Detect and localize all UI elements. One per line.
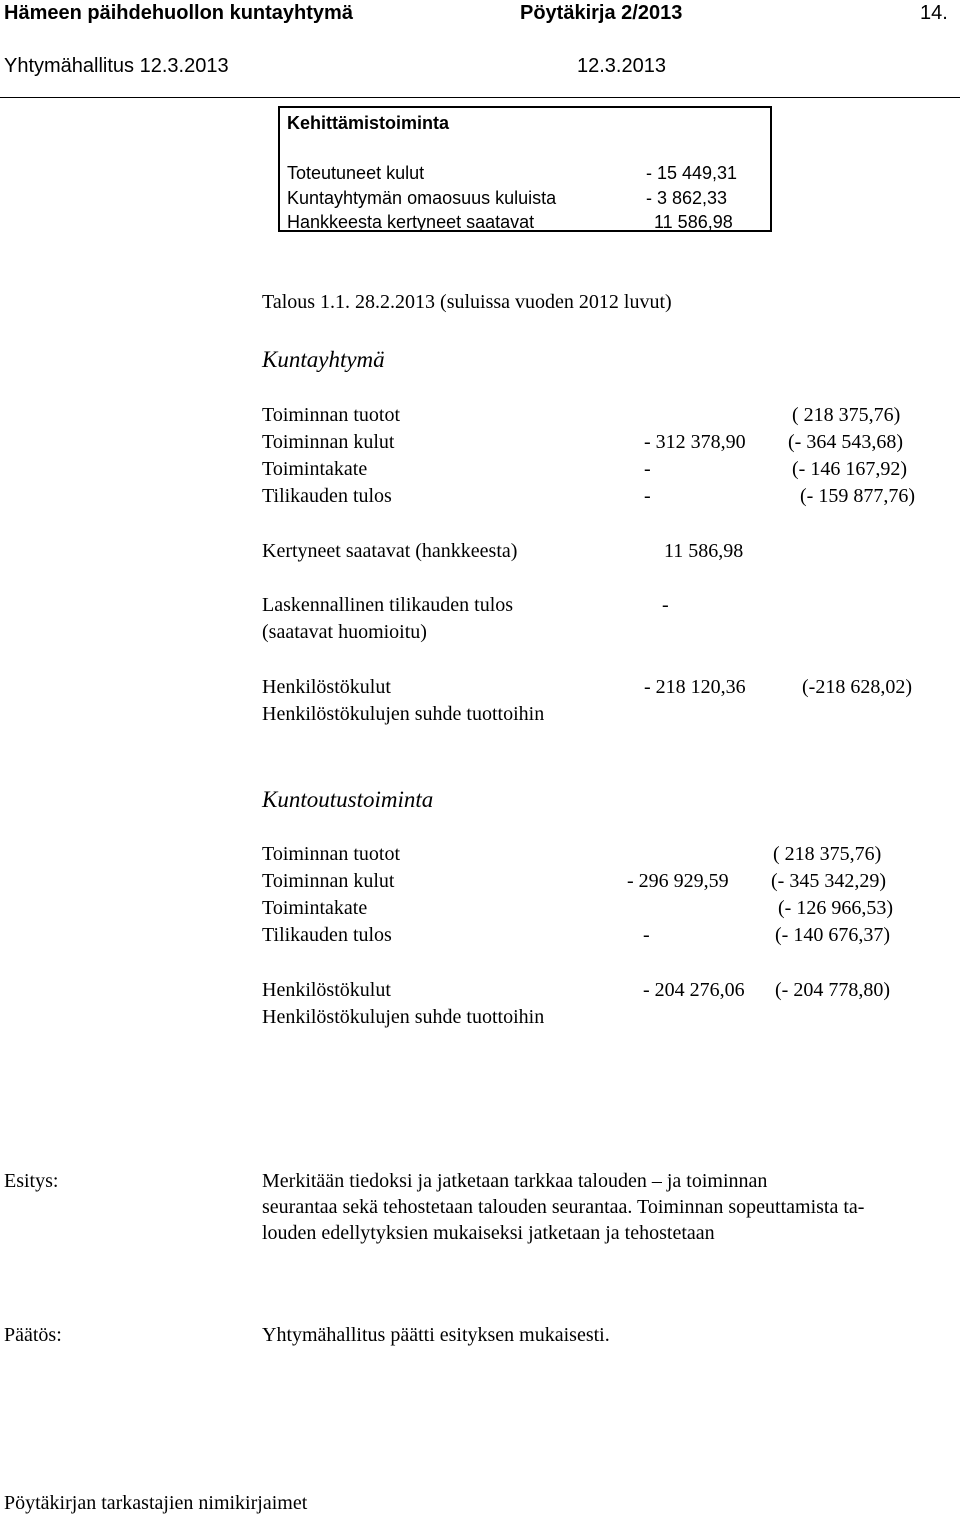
kuntoutus-heading: Kuntoutustoiminta [262, 787, 434, 812]
ky-suhde-label: Henkilöstökulujen suhde tuottoihin [262, 703, 545, 725]
box-row-label: Hankkeesta kertyneet saatavat [287, 212, 535, 232]
laskennallinen-note: (saatavat huomioitu) [262, 621, 427, 643]
kertyneet-value: 11 586,98 [664, 540, 744, 562]
ku-row-label: Tilikauden tulos [262, 924, 392, 946]
ky-row-value: - [644, 458, 651, 480]
kertyneet-label: Kertyneet saatavat (hankkeesta) [262, 540, 518, 562]
ku-row-prev: (- 126 966,53) [778, 897, 893, 919]
ky-row-value: - 312 378,90 [644, 431, 746, 453]
header-org: Hämeen päihdehuollon kuntayhtymä [4, 2, 353, 24]
ky-row-prev: (- 159 877,76) [800, 485, 915, 507]
ky-row-label: Tilikauden tulos [262, 485, 392, 507]
ky-henk-prev: (-218 628,02) [802, 676, 912, 698]
ku-row-prev: (- 345 342,29) [771, 870, 886, 892]
kuntayhtyma-heading: Kuntayhtymä [262, 347, 385, 372]
talous-period: Talous 1.1. 28.2.2013 (suluissa vuoden 2012 luvut) [262, 291, 672, 313]
ky-row-value: - [644, 485, 651, 507]
box-title: Kehittämistoiminta [287, 113, 450, 133]
ky-row-label: Toiminnan tuotot [262, 404, 401, 426]
esitys-label: Esitys: [4, 1170, 59, 1192]
ku-row-label: Toimintakate [262, 897, 368, 919]
box-row-value: 11 586,98 [654, 212, 733, 232]
header-meeting: Yhtymähallitus 12.3.2013 [4, 55, 229, 77]
footer-signatures: Pöytäkirjan tarkastajien nimikirjaimet [4, 1492, 308, 1514]
ku-row-value: - [643, 924, 650, 946]
ky-row-prev: (- 364 543,68) [788, 431, 903, 453]
laskennallinen-label: Laskennallinen tilikauden tulos [262, 594, 514, 616]
ky-henk-value: - 218 120,36 [644, 676, 746, 698]
ku-row-prev: ( 218 375,76) [773, 843, 882, 865]
ku-row-label: Toiminnan kulut [262, 870, 395, 892]
header-page: 14. [920, 2, 948, 24]
ky-row-prev: ( 218 375,76) [792, 404, 901, 426]
header-doc: Pöytäkirja 2/2013 [520, 2, 683, 24]
laskennallinen-value: - [662, 594, 669, 616]
ku-row-label: Toiminnan tuotot [262, 843, 401, 865]
header-date: 12.3.2013 [577, 55, 666, 77]
esitys-line: seurantaa sekä tehostetaan talouden seurantaa. Toiminnan sopeuttamista ta- [262, 1196, 865, 1218]
ku-henk-label: Henkilöstökulut [262, 979, 391, 1001]
ku-henk-prev: (- 204 778,80) [775, 979, 890, 1001]
box-row-label: Kuntayhtymän omaosuus kuluista [287, 188, 557, 208]
ku-row-value: - 296 929,59 [627, 870, 729, 892]
ky-row-prev: (- 146 167,92) [792, 458, 907, 480]
box-row-label: Toteutuneet kulut [287, 163, 425, 183]
ky-row-label: Toiminnan kulut [262, 431, 395, 453]
paatos-label: Päätös: [4, 1324, 62, 1346]
ku-henk-value: - 204 276,06 [643, 979, 745, 1001]
paatos-text: Yhtymähallitus päätti esityksen mukaisesti. [262, 1324, 610, 1346]
ku-suhde-label: Henkilöstökulujen suhde tuottoihin [262, 1006, 545, 1028]
box-row-value: - 15 449,31 [646, 163, 738, 183]
esitys-line: Merkitään tiedoksi ja jatketaan tarkkaa talouden – ja toiminnan [262, 1170, 768, 1192]
box-row-value: - 3 862,33 [646, 188, 728, 208]
esitys-line: louden edellytyksien mukaiseksi jatketaan ja tehostetaan [262, 1222, 715, 1244]
header-divider [0, 97, 960, 98]
ku-row-prev: (- 140 676,37) [775, 924, 890, 946]
ky-row-label: Toimintakate [262, 458, 368, 480]
ky-henk-label: Henkilöstökulut [262, 676, 391, 698]
